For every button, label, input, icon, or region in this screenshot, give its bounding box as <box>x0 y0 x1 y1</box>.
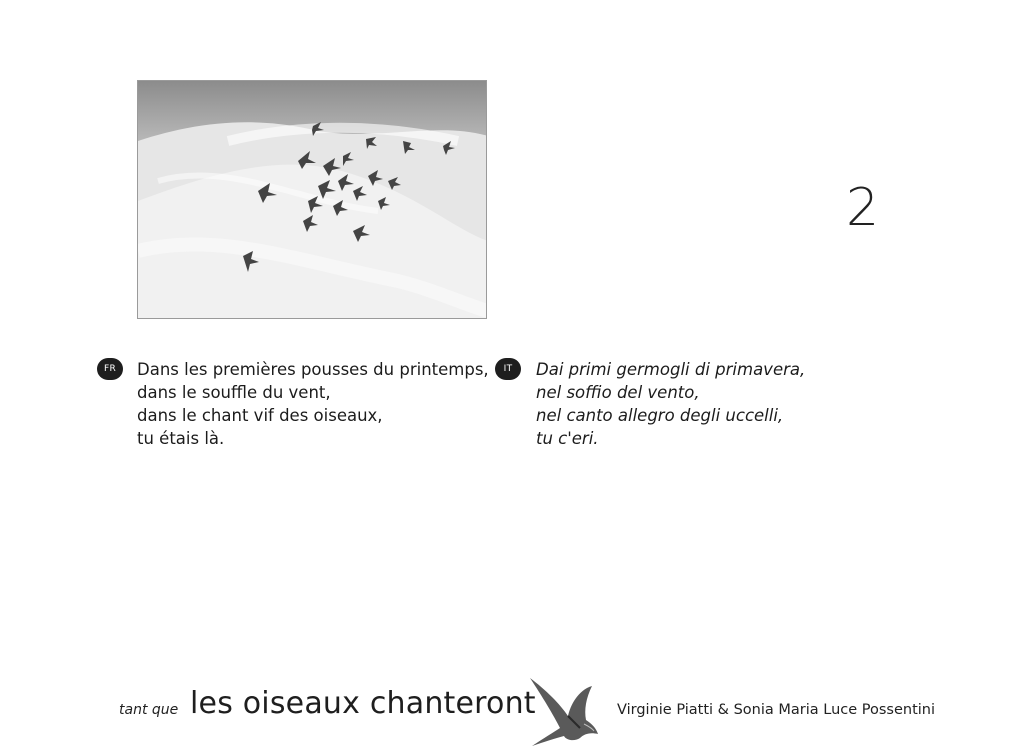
verse-line: tu c'eri. <box>536 429 599 448</box>
authors: Virginie Piatti & Sonia Maria Luce Possentini <box>617 702 936 718</box>
book-title: les oiseaux chanteront <box>190 686 536 721</box>
verse-line: dans le souffle du vent, <box>137 383 331 402</box>
verse-line: tu étais là. <box>137 429 225 448</box>
verse-line: dans le chant vif des oiseaux, <box>137 406 383 425</box>
swallow-icon <box>526 676 602 752</box>
language-badge-it: IT <box>495 358 521 380</box>
verse-line: nel soffio del vento, <box>536 383 700 402</box>
birds-flock-illustration <box>138 81 487 319</box>
verse-italian <box>536 358 805 450</box>
page-number: 2 <box>846 178 880 238</box>
language-badge-fr: FR <box>97 358 123 380</box>
verse-line: nel canto allegro degli uccelli, <box>536 406 784 425</box>
verse-line: Dans les premières pousses du printemps, <box>137 360 489 379</box>
verse-french <box>137 358 489 450</box>
verse-line: Dai primi germogli di primavera, <box>536 360 806 379</box>
footer-prefix: tant que <box>119 702 179 718</box>
birds-photo <box>137 80 487 319</box>
